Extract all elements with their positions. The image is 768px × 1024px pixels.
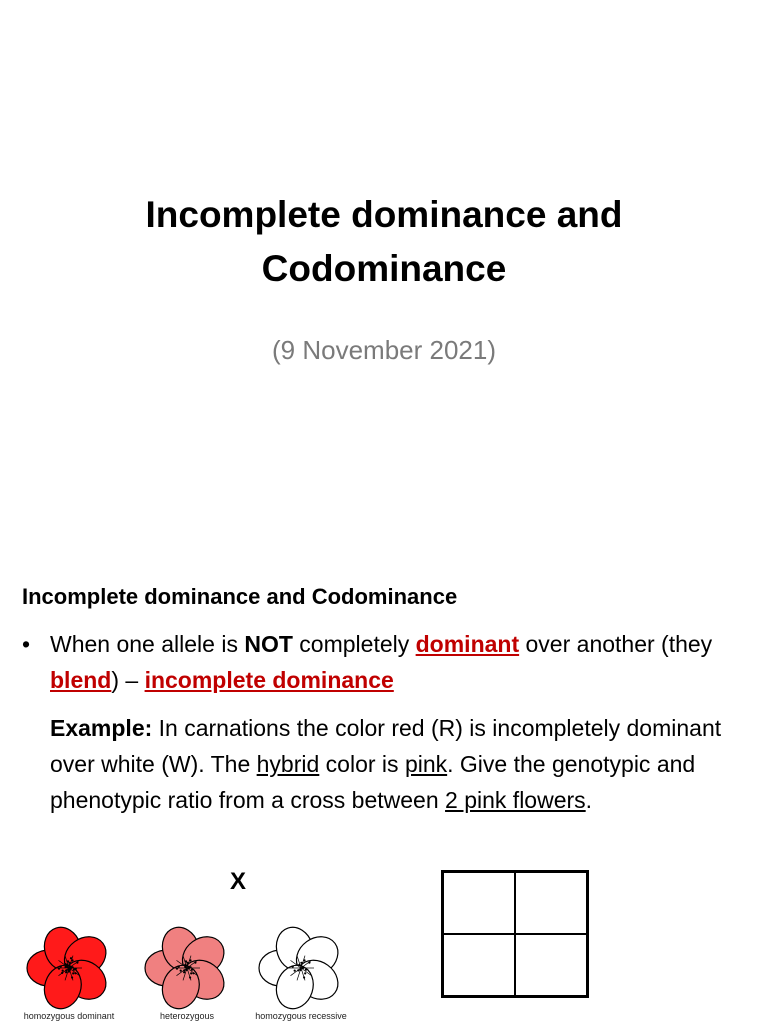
- bullet-text-5: over another (they: [519, 631, 713, 657]
- flower-caption: homozygous recessive: [255, 1011, 347, 1021]
- white-flower-icon: [253, 926, 349, 1010]
- stamen-dot: [183, 971, 185, 973]
- punnett-cell: [443, 934, 515, 996]
- example-paragraph: [50, 710, 740, 818]
- stamen-dot: [73, 969, 75, 971]
- example-label: Example:: [50, 715, 153, 741]
- punnett-cell: [443, 872, 515, 934]
- pink-term: pink: [404, 751, 448, 777]
- bullet-item: [22, 626, 742, 698]
- slide-subtitle-date: (9 November 2021): [272, 335, 496, 365]
- not-emphasis: NOT: [244, 631, 293, 657]
- stamen-dot: [191, 969, 193, 971]
- bullet-text-3: completely: [292, 631, 416, 657]
- flower-heterozygous: [132, 926, 242, 1021]
- example-text-7: .: [585, 787, 593, 813]
- stamen-dot: [60, 966, 62, 968]
- example-text-1: In carnations the color red (R) is incompletely dominant over white (W). The: [50, 715, 722, 777]
- hybrid-term: hybrid: [256, 751, 320, 777]
- example-text-5: . Give the genotypic and phenotypic ratio from a cross between: [50, 751, 696, 813]
- pink-flower-icon: [139, 926, 235, 1010]
- blend-term: blend: [50, 667, 112, 693]
- punnett-cell: [515, 934, 587, 996]
- example-text-3: color is: [319, 751, 405, 777]
- stamen-dot: [304, 972, 306, 974]
- bullet-text: [50, 626, 742, 698]
- bullet-dot-icon: •: [22, 631, 31, 657]
- slide-title: Incomplete dominance and Codominance: [145, 194, 623, 289]
- bullet-text-7: ) –: [111, 667, 145, 693]
- stamen-dot: [190, 972, 192, 974]
- content-slide: [0, 576, 768, 1024]
- cross-symbol: X: [230, 868, 247, 895]
- flower-caption: heterozygous: [159, 1011, 215, 1021]
- red-flower-icon: [21, 926, 117, 1010]
- stamen-dot: [305, 969, 307, 971]
- stamen-dot: [62, 970, 64, 972]
- two-pink-flowers-term: 2 pink flowers: [445, 787, 586, 813]
- stamen-dot: [180, 970, 182, 972]
- flower-homozygous-recessive: [246, 926, 356, 1021]
- stamen-dot: [178, 966, 180, 968]
- flower-homozygous-dominant: [14, 926, 124, 1021]
- punnett-cell: [515, 872, 587, 934]
- dominant-term: dominant: [415, 631, 520, 657]
- content-heading: Incomplete dominance and Codominance: [22, 584, 458, 609]
- bullet-text-1: When one allele is: [50, 631, 245, 657]
- stamen-dot: [292, 966, 294, 968]
- flower-caption: homozygous dominant: [23, 1011, 115, 1021]
- stamen-dot: [65, 971, 67, 973]
- stamen-dot: [294, 970, 296, 972]
- stamen-dot: [72, 972, 74, 974]
- punnett-square: [441, 870, 589, 998]
- incomplete-dominance-term: incomplete dominance: [144, 667, 394, 693]
